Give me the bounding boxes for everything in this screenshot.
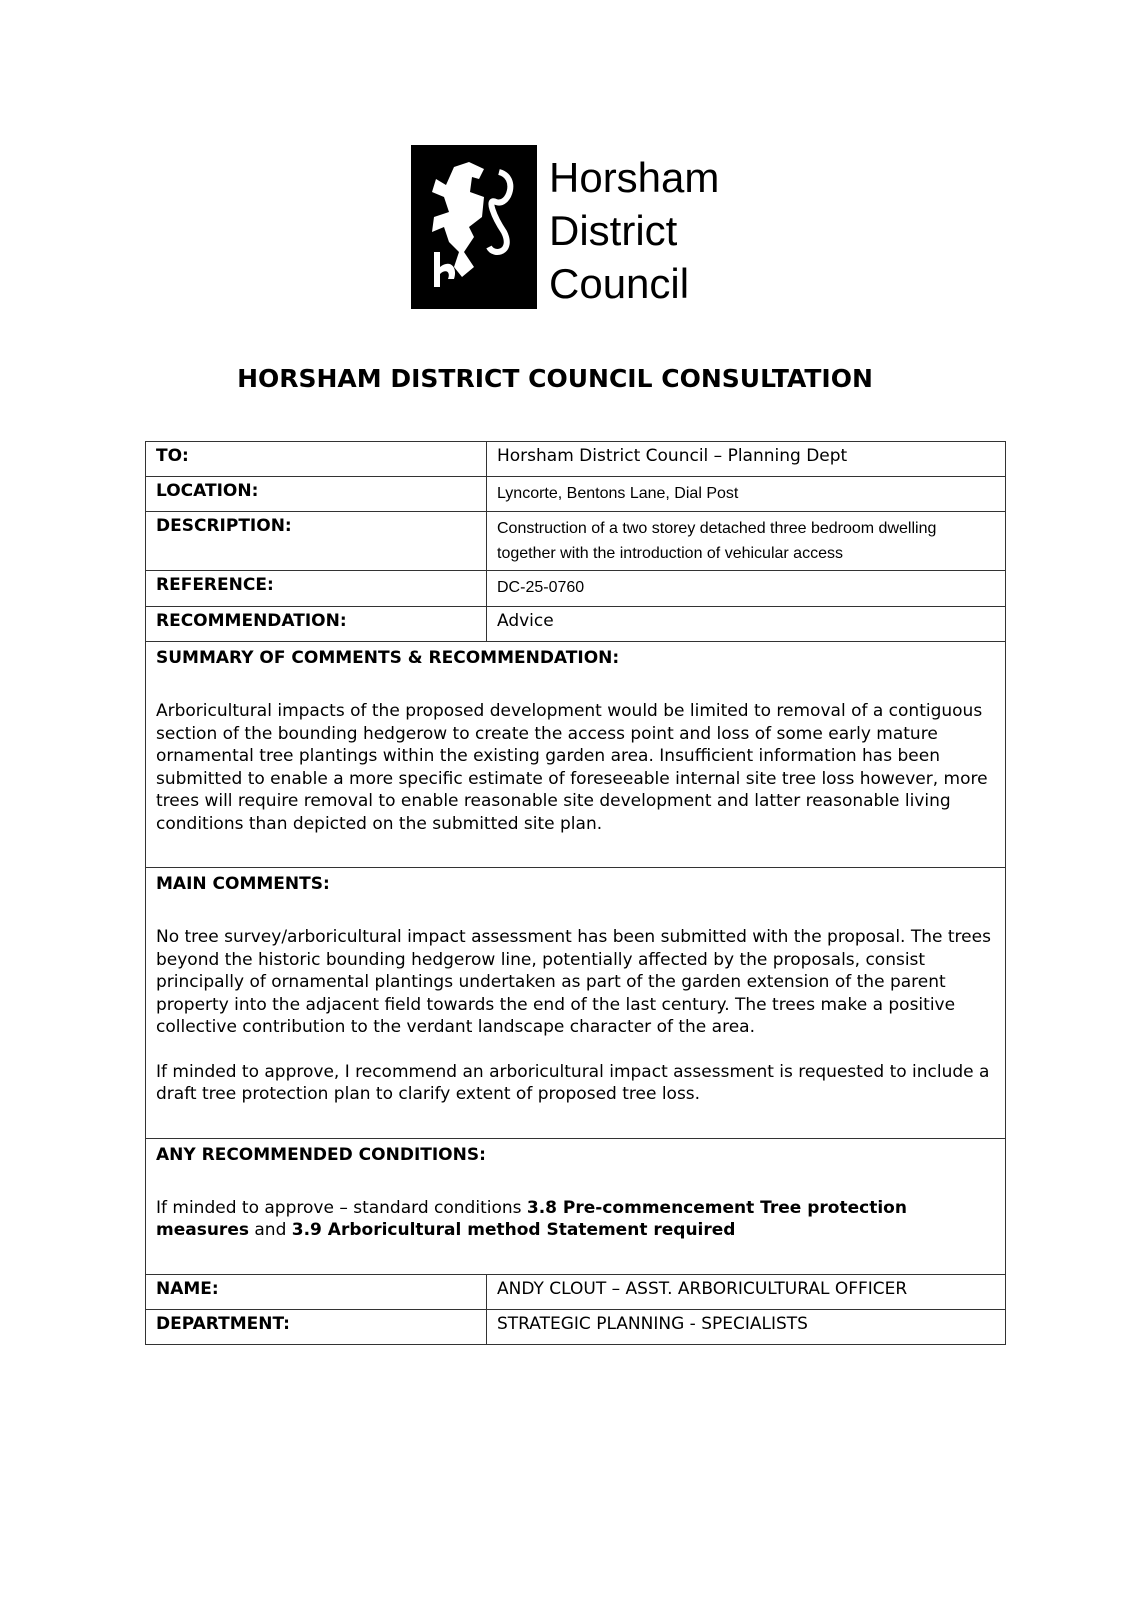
name-value: ANDY CLOUT – ASST. ARBORICULTURAL OFFICER [487,1274,1006,1309]
field-label: RECOMMENDATION: [146,607,487,642]
consultation-table [145,441,1006,1345]
logo-text-line: Council [549,260,690,307]
field-value: Advice [487,607,1006,642]
field-value: Horsham District Council – Planning Dept [487,442,1006,477]
section-heading: ANY RECOMMENDED CONDITIONS: [156,1144,486,1165]
field-value: Lyncorte, Bentons Lane, Dial Post [487,477,1006,512]
name-label: NAME: [146,1274,487,1309]
department-label: DEPARTMENT: [146,1309,487,1344]
table-row [146,442,1006,477]
field-label: DESCRIPTION: [146,512,487,571]
table-row [146,571,1006,607]
field-value: Construction of a two storey detached three bedroom dwelling together with the introduction of vehicular access [487,512,1006,571]
department-value: STRATEGIC PLANNING - SPECIALISTS [487,1309,1006,1344]
logo-text-line: Horsham [549,154,720,201]
field-label: TO: [146,442,487,477]
main-comments-paragraph: No tree survey/arboricultural impact assessment has been submitted with the proposal. The trees beyond the historic bounding hedgerow line, potentially affected by the proposals, consist principally of ornamental plantings undertaken as part of the garden extension of the parent property into the adjacent field towards the end of the last century. The trees make a positive collective contribution to the verdant landscape character of the area. [156,927,991,1037]
conditions-mid: and [248,1220,292,1240]
table-row [146,1309,1006,1344]
field-label: REFERENCE: [146,571,487,607]
main-comments-section [146,868,1006,1139]
field-value: DC-25-0760 [487,571,1006,607]
section-heading: MAIN COMMENTS: [156,874,330,894]
main-comments-paragraph: If minded to approve, I recommend an arboricultural impact assessment is requested to include a draft tree protection plan to clarify extent of proposed tree loss. [156,1061,990,1104]
condition-3-8: 3.8 Pre-commencement Tree protection measures [156,1197,907,1240]
table-row [146,607,1006,642]
summary-text: Arboricultural impacts of the proposed development would be limited to removal of a contiguous section of the bounding hedgerow to create the access point and loss of some early mature ornamental tree plantings within the existing garden area. Insufficient information has been submitted to enable a more specific estimate of foreseeable internal site tree loss however, more trees will require removal to enable reasonable site development and latter reasonable living conditions than depicted on the submitted site plan. [156,701,988,834]
table-row [146,477,1006,512]
table-row [146,512,1006,571]
page-title: HORSHAM DISTRICT COUNCIL CONSULTATION [237,364,873,393]
condition-3-9: 3.9 Arboricultural method Statement required [291,1220,736,1240]
field-label: LOCATION: [146,477,487,512]
council-logo [411,145,719,310]
lion-crest-icon [411,145,537,309]
conditions-section [146,1138,1006,1274]
logo-text-line: District [549,207,678,254]
conditions-text [156,1197,995,1242]
table-row [146,1274,1006,1309]
summary-section [146,642,1006,868]
conditions-pre: If minded to approve – standard conditions [156,1197,527,1218]
section-heading: SUMMARY OF COMMENTS & RECOMMENDATION: [156,648,620,668]
